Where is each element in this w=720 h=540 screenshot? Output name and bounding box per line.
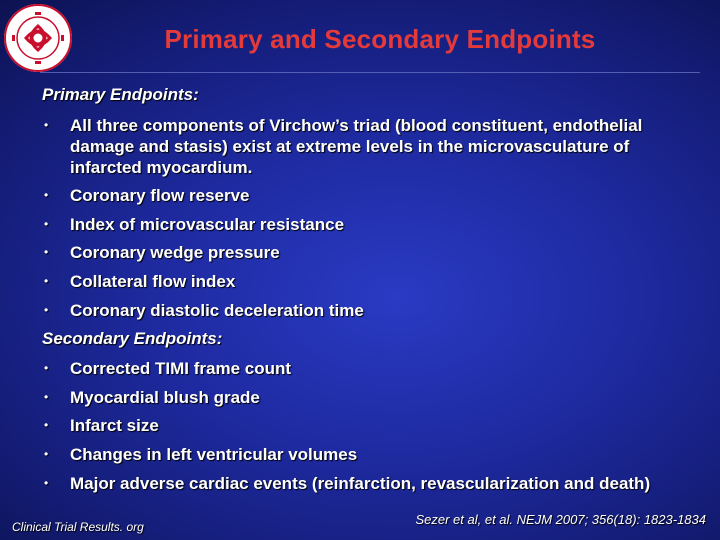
bullet-icon: • xyxy=(44,245,49,259)
secondary-item xyxy=(44,473,684,494)
secondary-endpoints-heading: Secondary Endpoints: xyxy=(42,329,223,348)
university-logo xyxy=(2,2,74,74)
bullet-icon: • xyxy=(44,274,49,288)
primary-item-text: Collateral flow index xyxy=(70,272,236,291)
secondary-item xyxy=(44,387,684,408)
secondary-item-text: Corrected TIMI frame count xyxy=(70,359,292,378)
secondary-item xyxy=(44,358,684,379)
source-watermark: Clinical Trial Results. org xyxy=(12,520,144,534)
primary-item-text: All three components of Virchow’s triad (blood constituent, endothelial damage and stasis) exist at extreme levels in the microvasculature of infarcted myocardium. xyxy=(70,116,643,177)
bullet-icon: • xyxy=(44,476,49,490)
primary-item-text: Coronary diastolic deceleration time xyxy=(70,301,364,320)
primary-item xyxy=(44,185,684,206)
primary-item xyxy=(44,242,684,263)
secondary-item-text: Infarct size xyxy=(70,416,159,435)
bullet-icon: • xyxy=(44,188,49,202)
bullet-icon: • xyxy=(44,118,49,132)
bullet-icon: • xyxy=(44,418,49,432)
secondary-item-text: Changes in left ventricular volumes xyxy=(70,445,358,464)
bullet-icon: • xyxy=(44,303,49,317)
bullet-icon: • xyxy=(44,447,49,461)
bullet-icon: • xyxy=(44,390,49,404)
primary-item xyxy=(44,115,684,178)
primary-endpoints-heading: Primary Endpoints: xyxy=(42,85,199,104)
primary-item-text: Coronary flow reserve xyxy=(70,186,250,205)
citation: Sezer et al, et al. NEJM 2007; 356(18): 1823-1834 xyxy=(415,512,706,527)
primary-item xyxy=(44,271,684,292)
slide-title: Primary and Secondary Endpoints xyxy=(164,24,596,54)
bullet-icon: • xyxy=(44,361,49,375)
secondary-item-text: Myocardial blush grade xyxy=(70,388,260,407)
bullet-icon: • xyxy=(44,217,49,231)
primary-item xyxy=(44,214,684,235)
secondary-item xyxy=(44,415,684,436)
primary-item xyxy=(44,300,684,321)
title-divider xyxy=(40,72,700,73)
secondary-item xyxy=(44,444,684,465)
primary-item-text: Index of microvascular resistance xyxy=(70,215,345,234)
primary-item-text: Coronary wedge pressure xyxy=(70,243,280,262)
secondary-item-text: Major adverse cardiac events (reinfarction, revascularization and death) xyxy=(70,474,651,493)
